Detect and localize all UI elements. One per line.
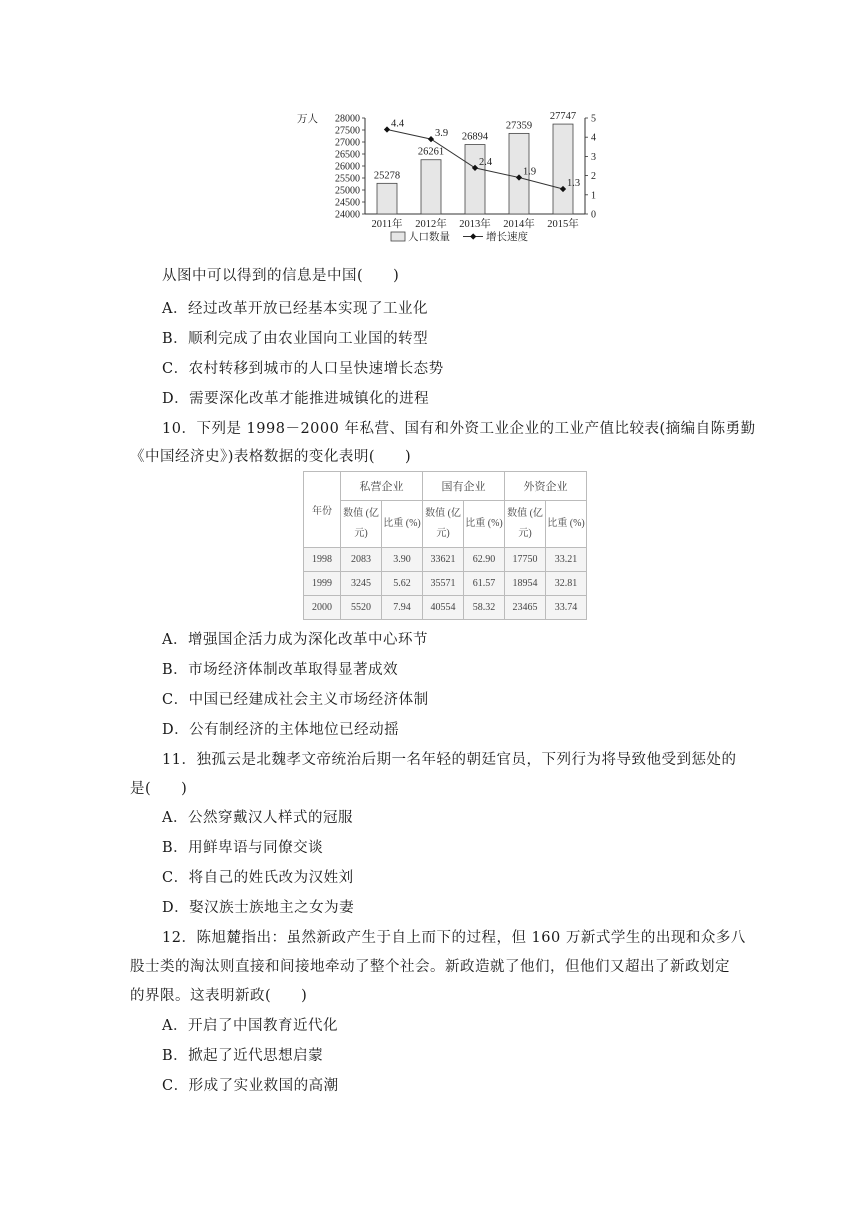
q10-option-c: C．中国已经建成社会主义市场经济体制 (162, 692, 429, 708)
table-subheader-value: 数值 (亿元) (505, 501, 546, 548)
bar (377, 183, 397, 214)
table-subheader-share: 比重 (%) (546, 501, 587, 548)
table-cell: 58.32 (464, 596, 505, 620)
q12-option-b: B．掀起了近代思想启蒙 (162, 1048, 324, 1064)
q12-stem-line1: 12．陈旭麓指出：虽然新政产生于自上而下的过程，但 160 万新式学生的出现和众多八 (162, 930, 746, 946)
bar (553, 124, 573, 214)
q12-stem-line2: 股士类的淘汰则直接和间接地牵动了整个社会。新政造就了他们，但他们又超出了新政划定 (130, 959, 730, 975)
table-subheader-value: 数值 (亿元) (423, 501, 464, 548)
q10-option-b: B．市场经济体制改革取得显著成效 (162, 662, 399, 678)
table-header-foreign: 外资企业 (505, 472, 587, 501)
table-row (304, 596, 587, 620)
left-tick-label: 28000 (335, 113, 360, 125)
right-tick-label: 0 (591, 209, 596, 221)
growth-data-label: 3.9 (435, 128, 449, 140)
q9-stem: 从图中可以得到的信息是中国( ) (162, 268, 400, 284)
left-tick-label: 26000 (335, 161, 360, 173)
q10-stem-line2: 《中国经济史》)表格数据的变化表明( ) (130, 449, 412, 465)
bar (465, 145, 485, 214)
left-tick-label: 27500 (335, 125, 360, 137)
table-cell: 40554 (423, 596, 464, 620)
legend-bar-swatch (391, 232, 405, 241)
legend-line-label: 增长速度 (486, 232, 528, 243)
table-cell: 23465 (505, 596, 546, 620)
table-header-year: 年份 (304, 472, 341, 548)
table-cell: 18954 (505, 572, 546, 596)
table-cell: 61.57 (464, 572, 505, 596)
q11-option-c: C．将自己的姓氏改为汉姓刘 (162, 870, 354, 886)
right-tick-label: 1 (591, 190, 596, 202)
table-cell: 2083 (341, 548, 382, 572)
growth-data-label: 1.3 (567, 178, 581, 190)
growth-data-label: 1.9 (523, 166, 537, 178)
left-tick-label: 25000 (335, 185, 360, 197)
q9-option-a: A．经过改革开放已经基本实现了工业化 (162, 301, 428, 317)
axis-unit-label: 万人 (297, 114, 318, 125)
table-header-private: 私营企业 (341, 472, 423, 501)
bar-data-label: 27359 (505, 120, 533, 132)
left-tick-label: 24500 (335, 197, 360, 209)
enterprise-output-table (303, 471, 587, 620)
x-tick-label: 2013年 (459, 219, 491, 230)
q9-option-c: C．农村转移到城市的人口呈快速增长态势 (162, 361, 444, 377)
table-cell: 17750 (505, 548, 546, 572)
right-tick-label: 3 (591, 151, 596, 163)
bar-data-label: 26261 (417, 146, 445, 158)
q12-option-c: C．形成了实业救国的高潮 (162, 1078, 339, 1094)
q9-option-d: D．需要深化改革才能推进城镇化的进程 (162, 391, 430, 407)
legend-line-marker (470, 233, 476, 239)
table-subheader-share: 比重 (%) (464, 501, 505, 548)
q11-option-a: A．公然穿戴汉人样式的冠服 (162, 810, 353, 826)
table-subheader-share: 比重 (%) (382, 501, 423, 548)
right-tick-label: 4 (591, 132, 596, 144)
table-cell: 5.62 (382, 572, 423, 596)
q11-option-d: D．娶汉族士族地主之女为妻 (162, 900, 355, 916)
table-cell: 7.94 (382, 596, 423, 620)
q12-stem-line3: 的界限。这表明新政( ) (130, 988, 308, 1004)
right-tick-label: 2 (591, 171, 596, 183)
bar (421, 160, 441, 214)
table-cell: 33.21 (546, 548, 587, 572)
x-tick-label: 2011年 (371, 219, 403, 230)
q11-option-b: B．用鲜卑语与同僚交谈 (162, 840, 324, 856)
table-row (304, 572, 587, 596)
left-tick-label: 26500 (335, 149, 360, 161)
q10-option-a: A．增强国企活力成为深化改革中心环节 (162, 632, 428, 648)
bar-data-label: 25278 (373, 170, 401, 182)
left-tick-label: 24000 (335, 209, 360, 221)
q11-stem-line1: 11．独孤云是北魏孝文帝统治后期一名年轻的朝廷官员，下列行为将导致他受到惩处的 (162, 752, 737, 768)
table-subheader-value: 数值 (亿元) (341, 501, 382, 548)
left-tick-label: 25500 (335, 173, 360, 185)
q10-stem-line1: 10．下列是 1998－2000 年私营、国有和外资工业企业的工业产值比较表(摘编自陈勇勤 (162, 421, 756, 437)
table-cell: 3245 (341, 572, 382, 596)
left-tick-label: 27000 (335, 137, 360, 149)
q9-option-b: B．顺利完成了由农业国向工业国的转型 (162, 331, 429, 347)
q10-option-d: D．公有制经济的主体地位已经动摇 (162, 722, 400, 738)
growth-data-label: 4.4 (391, 118, 405, 130)
growth-point (384, 126, 390, 132)
table-cell: 32.81 (546, 572, 587, 596)
q11-stem-line2: 是( ) (130, 781, 188, 797)
table-cell: 33621 (423, 548, 464, 572)
table-cell: 33.74 (546, 596, 587, 620)
table-cell: 5520 (341, 596, 382, 620)
table-row (304, 548, 587, 572)
table-cell: 1998 (304, 548, 341, 572)
x-tick-label: 2014年 (503, 219, 535, 230)
x-tick-label: 2012年 (415, 219, 447, 230)
legend-bar-label: 人口数量 (408, 232, 450, 243)
bar-data-label: 27747 (549, 111, 577, 123)
population-chart (295, 108, 615, 250)
table-cell: 62.90 (464, 548, 505, 572)
table-cell: 2000 (304, 596, 341, 620)
table-cell: 3.90 (382, 548, 423, 572)
right-tick-label: 5 (591, 113, 596, 125)
table-cell: 1999 (304, 572, 341, 596)
table-cell: 35571 (423, 572, 464, 596)
x-tick-label: 2015年 (547, 219, 579, 230)
q12-option-a: A．开启了中国教育近代化 (162, 1018, 338, 1034)
growth-point (428, 136, 434, 142)
table-header-state: 国有企业 (423, 472, 505, 501)
growth-data-label: 2.4 (479, 156, 493, 168)
bar-data-label: 26894 (461, 131, 489, 143)
